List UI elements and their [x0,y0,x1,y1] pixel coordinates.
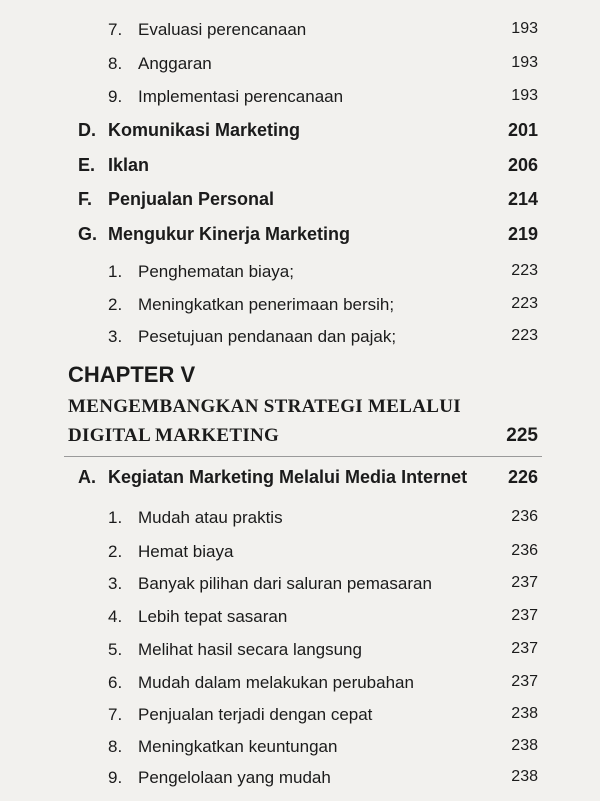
toc-entry[interactable] [0,504,600,534]
toc-entry[interactable] [0,83,600,113]
toc-entry[interactable] [0,636,600,666]
section-letter: G. [78,224,98,244]
entry-title: Hemat biaya [138,542,234,561]
toc-entry[interactable] [0,669,600,699]
toc-entry[interactable] [0,603,600,633]
entry-title: Mudah dalam melakukan perubahan [138,673,414,692]
entry-title: Penjualan terjadi dengan cepat [138,705,373,724]
entry-number: 7. [108,705,123,724]
toc-entry[interactable] [0,50,600,80]
section-page: 214 [507,189,538,209]
entry-title: Implementasi perencanaan [138,87,344,106]
entry-number: 3. [108,574,123,593]
section-letter: F. [78,189,93,209]
entry-title: Mudah atau praktis [138,508,283,527]
toc-section-entry[interactable] [0,221,600,251]
section-page: 219 [507,224,538,244]
entry-page: 193 [511,20,538,37]
entry-page: 193 [511,87,538,104]
section-letter: E. [78,155,96,175]
entry-page: 223 [511,262,538,279]
entry-number: 1. [108,508,123,527]
entry-number: 2. [108,295,123,314]
section-title: Mengukur Kinerja Marketing [108,224,351,244]
section-page: 206 [507,155,538,175]
entry-title: Lebih tepat sasaran [138,607,288,626]
toc-entry[interactable] [0,701,600,731]
entry-title: Pesetujuan pendanaan dan pajak; [138,327,397,346]
entry-number: 7. [108,20,123,39]
section-letter: A. [78,467,96,487]
entry-number: 5. [108,640,123,659]
entry-page: 238 [511,705,538,722]
divider [64,456,542,457]
toc-entry[interactable] [0,764,600,794]
entry-page: 238 [511,768,538,785]
entry-number: 3. [108,327,123,346]
toc-entry[interactable] [0,258,600,288]
entry-number: 2. [108,542,123,561]
entry-page: 237 [511,673,538,690]
toc-entry[interactable] [0,538,600,568]
entry-number: 8. [108,737,123,756]
section-title: Komunikasi Marketing [108,120,301,140]
entry-title: Melihat hasil secara langsung [138,640,362,659]
chapter-label: CHAPTER V [68,362,196,387]
toc-entry[interactable] [0,291,600,321]
section-page: 201 [507,120,538,140]
entry-page: 193 [511,54,538,71]
entry-title: Banyak pilihan dari saluran pemasaran [138,574,432,593]
entry-page: 223 [511,327,538,344]
entry-page: 236 [511,542,538,559]
toc-section-entry[interactable] [0,464,600,494]
section-title: Iklan [108,155,150,175]
entry-number: 8. [108,54,123,73]
entry-title: Meningkatkan penerimaan bersih; [138,295,395,314]
chapter-page: 225 [506,425,538,446]
entry-page: 223 [511,295,538,312]
toc-entry[interactable] [0,733,600,763]
entry-number: 9. [108,768,123,787]
toc-entry[interactable] [0,323,600,353]
entry-title: Anggaran [138,54,212,73]
entry-number: 4. [108,607,123,626]
entry-page: 238 [511,737,538,754]
entry-number: 9. [108,87,123,106]
toc-section-entry[interactable] [0,186,600,216]
entry-page: 237 [511,574,538,591]
section-title: Kegiatan Marketing Melalui Media Internet [108,467,468,487]
entry-number: 6. [108,673,123,692]
toc-entry[interactable] [0,16,600,46]
section-page: 226 [507,467,538,487]
section-letter: D. [78,120,96,140]
entry-title: Penghematan biaya; [138,262,294,281]
entry-page: 237 [511,640,538,657]
section-title: Penjualan Personal [108,189,275,209]
entry-title: Evaluasi perencanaan [138,20,307,39]
chapter-title-line2[interactable]: DIGITAL MARKETING [68,425,280,446]
entry-title: Meningkatkan keuntungan [138,737,338,756]
entry-page: 236 [511,508,538,525]
toc-section-entry[interactable] [0,152,600,182]
toc-section-entry[interactable] [0,117,600,147]
chapter-title-line1: MENGEMBANGKAN STRATEGI MELALUI [68,396,461,417]
entry-page: 237 [511,607,538,624]
entry-title: Pengelolaan yang mudah [138,768,331,787]
toc-entry[interactable] [0,570,600,600]
entry-number: 1. [108,262,123,281]
